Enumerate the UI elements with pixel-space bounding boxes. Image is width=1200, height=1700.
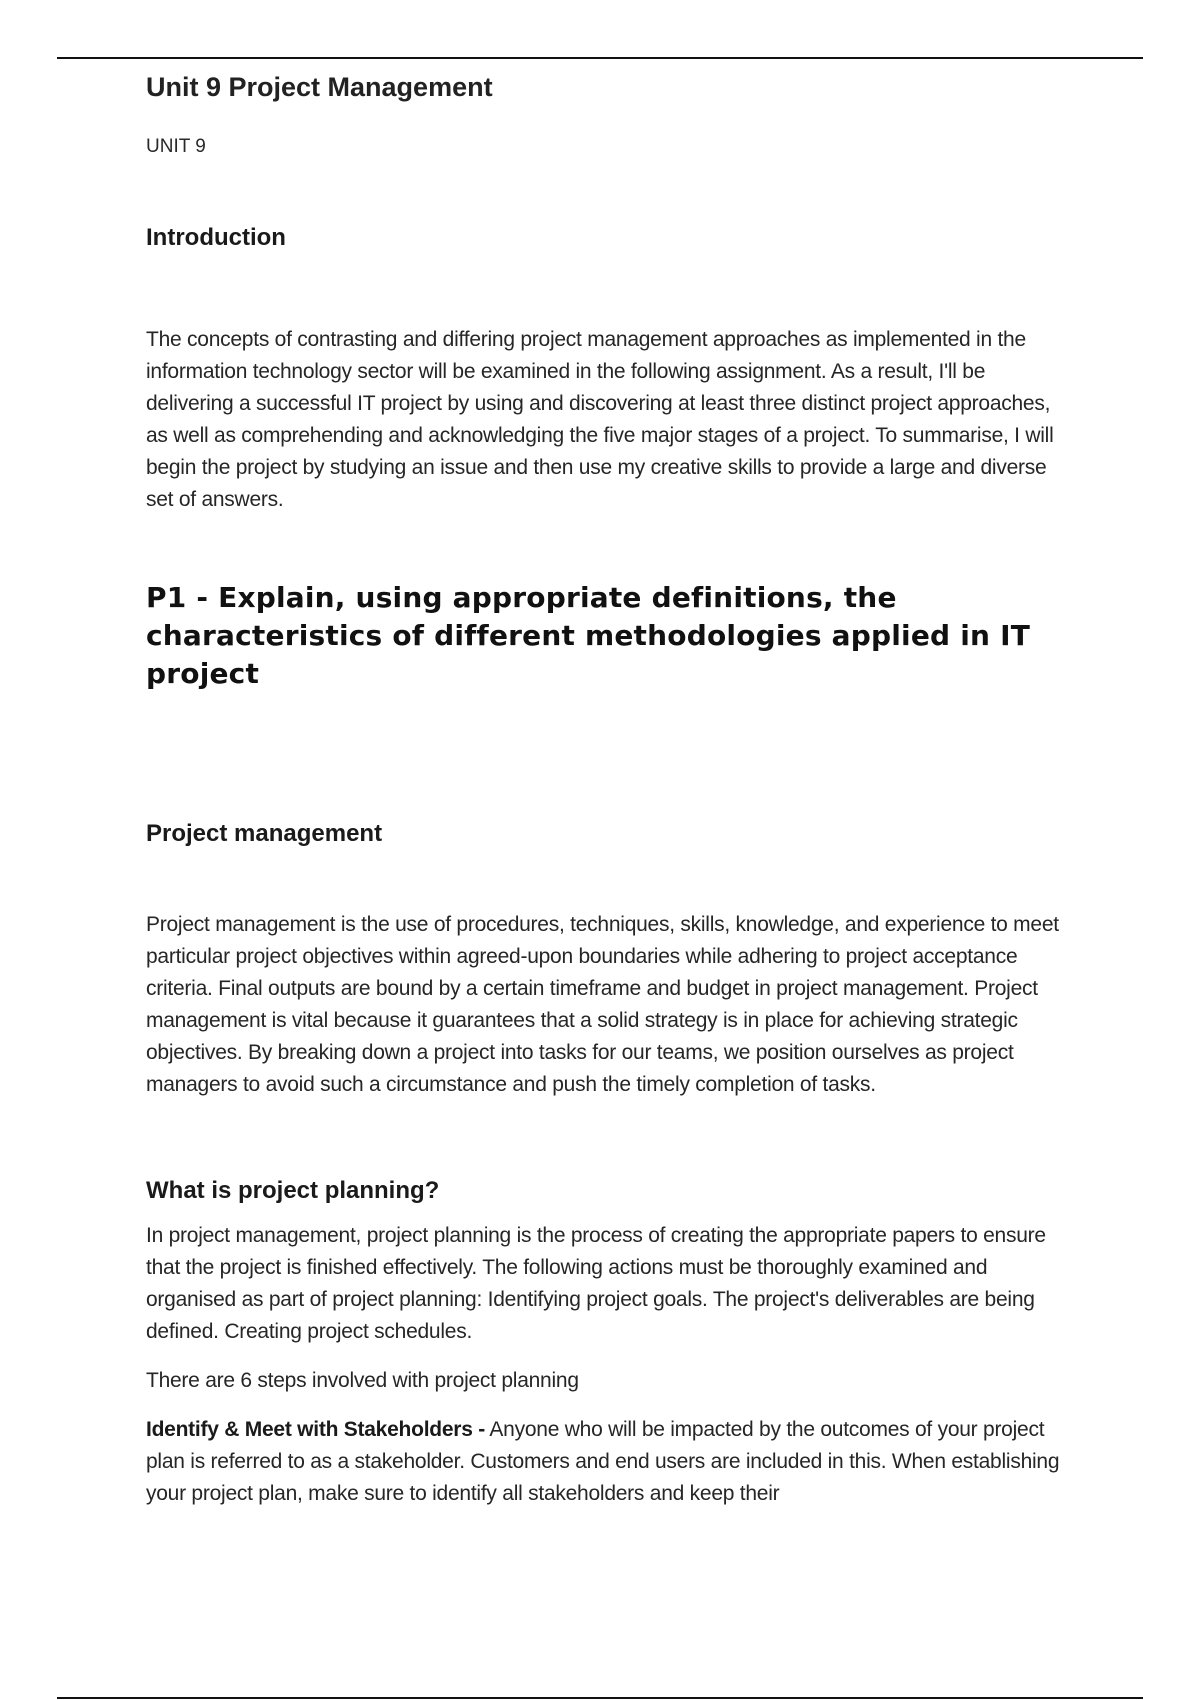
document-body [146, 70, 1066, 1510]
planning-steps-intro: There are 6 steps involved with project planning [146, 1369, 579, 1392]
project-management-heading: Project management [146, 820, 383, 847]
stakeholders-text: Anyone who will be impacted by the outcomes of your project plan is referred to as a stakeholder. Customers and end users are included in this. When establishing your project plan, make sure to identify all stakeholders and keep their [146, 1418, 1060, 1505]
bottom-rule [57, 1697, 1143, 1699]
stakeholders-lead: Identify & Meet with Stakeholders - [146, 1418, 485, 1441]
project-management-paragraph: Project management is the use of procedures, techniques, skills, knowledge, and experience to meet particular project objectives within agreed-upon boundaries while adhering to project acceptance criteria. Final outputs are bound by a certain timeframe and budget in project management. Project management is vital because it guarantees that a solid strategy is in place for achieving strategic objectives. By breaking down a project into tasks for our teams, we position ourselves as project managers to avoid such a circumstance and push the timely completion of tasks. [146, 913, 1059, 1096]
unit-label: UNIT 9 [146, 136, 206, 157]
project-planning-paragraph: In project management, project planning is the process of creating the appropriate papers to ensure that the project is finished effectively. The following actions must be thoroughly examined and organised as part of project planning: Identifying project goals. The project's deliverables are being defined. Creating project schedules. [146, 1224, 1046, 1343]
stakeholders-paragraph [146, 1414, 1066, 1510]
p1-heading: P1 - Explain, using appropriate definitions, the characteristics of different methodologies applied in IT project [146, 581, 1031, 690]
introduction-paragraph: The concepts of contrasting and differing project management approaches as implemented in the information technology sector will be examined in the following assignment. As a result, I'll be delivering a successful IT project by using and discovering at least three distinct project approaches, as well as comprehending and acknowledging the five major stages of a project. To summarise, I will begin the project by studying an issue and then use my creative skills to provide a large and diverse set of answers. [146, 328, 1054, 511]
project-planning-heading: What is project planning? [146, 1177, 440, 1204]
top-rule [57, 57, 1143, 59]
page-title: Unit 9 Project Management [146, 72, 493, 102]
introduction-heading: Introduction [146, 224, 286, 251]
